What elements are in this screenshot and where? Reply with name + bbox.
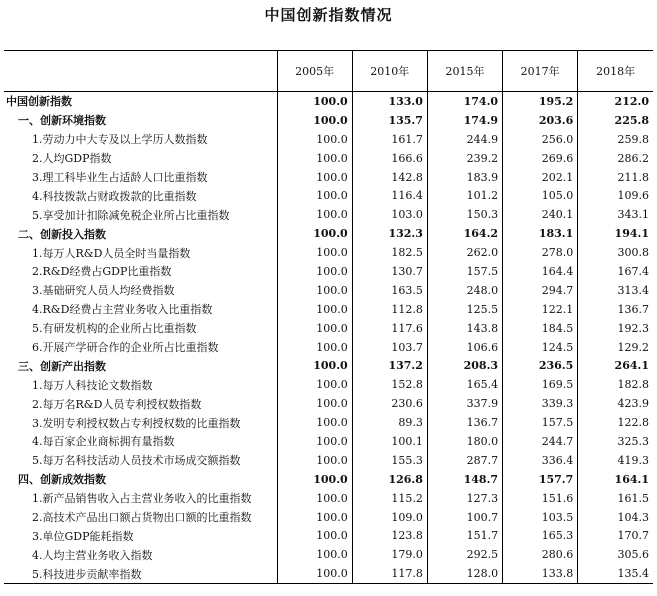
cell-2010: 163.5 (352, 281, 427, 300)
cell-2018: 135.4 (578, 564, 653, 583)
row-label: 3.发明专利授权数占专利授权数的比重指数 (32, 416, 241, 430)
cell-2018: 423.9 (578, 394, 653, 413)
cell-2018: 167.4 (578, 262, 653, 281)
table-row (4, 508, 653, 527)
cell-2005: 100.0 (277, 394, 352, 413)
row-label: 1.新产品销售收入占主营业务收入的比重指数 (32, 492, 252, 506)
cell-2017: 183.1 (503, 224, 578, 243)
cell-2005: 100.0 (277, 92, 352, 111)
table-row (4, 149, 653, 168)
cell-2015: 287.7 (427, 451, 502, 470)
row-label: 2.R&D经费占GDP比重指数 (32, 265, 172, 279)
cell-2010: 100.1 (352, 432, 427, 451)
cell-2018: 161.5 (578, 489, 653, 508)
header-cell-2017: 2017年 (503, 51, 578, 92)
cell-2018: 300.8 (578, 243, 653, 262)
cell-2015: 157.5 (427, 262, 502, 281)
cell-2015: 151.7 (427, 526, 502, 545)
cell-2018: 286.2 (578, 149, 653, 168)
cell-2015: 106.6 (427, 338, 502, 357)
cell-2010: 133.0 (352, 92, 427, 111)
cell-2015: 183.9 (427, 168, 502, 187)
cell-2017: 236.5 (503, 356, 578, 375)
cell-2015: 244.9 (427, 130, 502, 149)
table-row (4, 451, 653, 470)
header-cell-2005: 2005年 (277, 51, 352, 92)
row-label: 1.每万人R&D人员全时当量指数 (32, 246, 191, 260)
row-label: 3.基础研究人员人均经费指数 (32, 284, 175, 298)
row-label: 4.每百家企业商标拥有量指数 (32, 435, 175, 449)
table-row (4, 394, 653, 413)
cell-2017: 294.7 (503, 281, 578, 300)
cell-2010: 103.0 (352, 205, 427, 224)
cell-2005: 100.0 (277, 508, 352, 527)
cell-2015: 100.7 (427, 508, 502, 527)
cell-2010: 230.6 (352, 394, 427, 413)
cell-2018: 264.1 (578, 356, 653, 375)
cell-2017: 195.2 (503, 92, 578, 111)
cell-2018: 212.0 (578, 92, 653, 111)
cell-2015: 101.2 (427, 186, 502, 205)
cell-2017: 184.5 (503, 319, 578, 338)
cell-2010: 155.3 (352, 451, 427, 470)
cell-2015: 337.9 (427, 394, 502, 413)
cell-2010: 117.8 (352, 564, 427, 583)
header-cell-2010: 2010年 (352, 51, 427, 92)
cell-2015: 148.7 (427, 470, 502, 489)
cell-2018: 313.4 (578, 281, 653, 300)
cell-2017: 339.3 (503, 394, 578, 413)
cell-2018: 136.7 (578, 300, 653, 319)
table-row (4, 375, 653, 394)
cell-2005: 100.0 (277, 281, 352, 300)
cell-2005: 100.0 (277, 489, 352, 508)
cell-2018: 170.7 (578, 526, 653, 545)
table-row (4, 432, 653, 451)
row-label: 三、创新产出指数 (18, 359, 106, 373)
cell-2017: 169.5 (503, 375, 578, 394)
cell-2010: 132.3 (352, 224, 427, 243)
cell-2010: 179.0 (352, 545, 427, 564)
cell-2018: 259.8 (578, 130, 653, 149)
cell-2015: 128.0 (427, 564, 502, 583)
table-row (4, 281, 653, 300)
cell-2010: 103.7 (352, 338, 427, 357)
row-label: 一、创新环境指数 (18, 114, 106, 128)
page-title: 中国创新指数情况 (264, 6, 393, 24)
row-label: 5.有研发机构的企业所占比重指数 (32, 322, 197, 336)
table-row (4, 564, 653, 583)
innovation-index-table (4, 50, 653, 584)
table-row (4, 92, 653, 111)
cell-2017: 278.0 (503, 243, 578, 262)
cell-2015: 248.0 (427, 281, 502, 300)
cell-2010: 117.6 (352, 319, 427, 338)
cell-2005: 100.0 (277, 338, 352, 357)
cell-2015: 208.3 (427, 356, 502, 375)
table-row (4, 413, 653, 432)
cell-2017: 240.1 (503, 205, 578, 224)
cell-2018: 225.8 (578, 111, 653, 130)
cell-2005: 100.0 (277, 356, 352, 375)
cell-2015: 262.0 (427, 243, 502, 262)
cell-2018: 182.8 (578, 375, 653, 394)
cell-2017: 122.1 (503, 300, 578, 319)
row-label: 1.每万人科技论文数指数 (32, 378, 153, 392)
cell-2015: 180.0 (427, 432, 502, 451)
cell-2018: 122.8 (578, 413, 653, 432)
cell-2017: 157.7 (503, 470, 578, 489)
cell-2015: 239.2 (427, 149, 502, 168)
cell-2005: 100.0 (277, 375, 352, 394)
cell-2015: 143.8 (427, 319, 502, 338)
table-row (4, 300, 653, 319)
cell-2005: 100.0 (277, 451, 352, 470)
cell-2005: 100.0 (277, 111, 352, 130)
row-label: 二、创新投入指数 (18, 227, 106, 241)
table-row (4, 545, 653, 564)
cell-2017: 280.6 (503, 545, 578, 564)
table-header-row (4, 51, 653, 92)
table-row (4, 224, 653, 243)
row-label: 3.单位GDP能耗指数 (32, 529, 134, 543)
table-row (4, 111, 653, 130)
cell-2017: 124.5 (503, 338, 578, 357)
cell-2010: 182.5 (352, 243, 427, 262)
cell-2015: 165.4 (427, 375, 502, 394)
cell-2010: 112.8 (352, 300, 427, 319)
table-row (4, 338, 653, 357)
row-label: 中国创新指数 (6, 95, 72, 109)
table-row (4, 489, 653, 508)
cell-2005: 100.0 (277, 149, 352, 168)
cell-2005: 100.0 (277, 319, 352, 338)
row-label: 6.开展产学研合作的企业所占比重指数 (32, 341, 219, 355)
table-row (4, 243, 653, 262)
cell-2005: 100.0 (277, 168, 352, 187)
cell-2010: 152.8 (352, 375, 427, 394)
cell-2017: 165.3 (503, 526, 578, 545)
cell-2017: 133.8 (503, 564, 578, 583)
cell-2005: 100.0 (277, 262, 352, 281)
cell-2015: 125.5 (427, 300, 502, 319)
table-row (4, 526, 653, 545)
cell-2018: 194.1 (578, 224, 653, 243)
row-label: 2.每万名R&D人员专利授权数指数 (32, 397, 202, 411)
cell-2018: 211.8 (578, 168, 653, 187)
cell-2010: 89.3 (352, 413, 427, 432)
cell-2018: 325.3 (578, 432, 653, 451)
cell-2018: 129.2 (578, 338, 653, 357)
cell-2018: 164.1 (578, 470, 653, 489)
row-label: 5.科技进步贡献率指数 (4, 564, 277, 583)
cell-2010: 123.8 (352, 526, 427, 545)
header-cell-2015: 2015年 (427, 51, 502, 92)
cell-2017: 256.0 (503, 130, 578, 149)
table-row (4, 319, 653, 338)
cell-2005: 100.0 (277, 300, 352, 319)
cell-2010: 109.0 (352, 508, 427, 527)
table-row (4, 130, 653, 149)
row-label: 5.享受加计扣除减免税企业所占比重指数 (32, 208, 230, 222)
cell-2017: 203.6 (503, 111, 578, 130)
row-label: 2.人均GDP指数 (32, 152, 112, 166)
row-label: 3.理工科毕业生占适龄人口比重指数 (32, 171, 208, 184)
cell-2015: 150.3 (427, 205, 502, 224)
cell-2018: 109.6 (578, 186, 653, 205)
table-row (4, 168, 653, 187)
cell-2017: 164.4 (503, 262, 578, 281)
cell-2017: 105.0 (503, 186, 578, 205)
cell-2017: 103.5 (503, 508, 578, 527)
row-label: 5.每万名科技活动人员技术市场成交额指数 (32, 454, 241, 468)
row-label: 4.人均主营业务收入指数 (32, 548, 153, 562)
cell-2005: 100.0 (277, 130, 352, 149)
cell-2005: 100.0 (277, 526, 352, 545)
cell-2018: 343.1 (578, 205, 653, 224)
cell-2010: 115.2 (352, 489, 427, 508)
table-row (4, 470, 653, 489)
cell-2015: 174.0 (427, 92, 502, 111)
cell-2010: 161.7 (352, 130, 427, 149)
cell-2005: 100.0 (277, 186, 352, 205)
table-row (4, 262, 653, 281)
cell-2005: 100.0 (277, 545, 352, 564)
cell-2005: 100.0 (277, 205, 352, 224)
header-cell-label (4, 51, 277, 92)
cell-2015: 136.7 (427, 413, 502, 432)
cell-2017: 151.6 (503, 489, 578, 508)
cell-2018: 104.3 (578, 508, 653, 527)
cell-2018: 305.6 (578, 545, 653, 564)
row-label: 4.科技拨款占财政拨款的比重指数 (32, 189, 197, 203)
cell-2015: 127.3 (427, 489, 502, 508)
cell-2015: 174.9 (427, 111, 502, 130)
table-row (4, 356, 653, 375)
cell-2015: 164.2 (427, 224, 502, 243)
cell-2018: 192.3 (578, 319, 653, 338)
cell-2010: 137.2 (352, 356, 427, 375)
row-label: 2.高技术产品出口额占货物出口额的比重指数 (32, 511, 252, 525)
cell-2015: 292.5 (427, 545, 502, 564)
cell-2010: 142.8 (352, 168, 427, 187)
table-row (4, 205, 653, 224)
cell-2005: 100.0 (277, 243, 352, 262)
cell-2017: 157.5 (503, 413, 578, 432)
row-label: 四、创新成效指数 (18, 473, 106, 487)
cell-2005: 100.0 (277, 224, 352, 243)
cell-2005: 100.0 (277, 564, 352, 583)
cell-2005: 100.0 (277, 413, 352, 432)
cell-2018: 419.3 (578, 451, 653, 470)
cell-2005: 100.0 (277, 432, 352, 451)
cell-2010: 166.6 (352, 149, 427, 168)
row-label: 4.R&D经费占主营业务收入比重指数 (32, 303, 213, 317)
cell-2010: 135.7 (352, 111, 427, 130)
cell-2017: 336.4 (503, 451, 578, 470)
table-body (4, 92, 653, 584)
cell-2005: 100.0 (277, 470, 352, 489)
cell-2017: 244.7 (503, 432, 578, 451)
cell-2017: 202.1 (503, 168, 578, 187)
header-cell-2018: 2018年 (578, 51, 653, 92)
row-label: 1.劳动力中大专及以上学历人数指数 (32, 133, 208, 147)
table-row (4, 186, 653, 205)
cell-2010: 130.7 (352, 262, 427, 281)
cell-2017: 269.6 (503, 149, 578, 168)
cell-2010: 126.8 (352, 470, 427, 489)
cell-2010: 116.4 (352, 186, 427, 205)
